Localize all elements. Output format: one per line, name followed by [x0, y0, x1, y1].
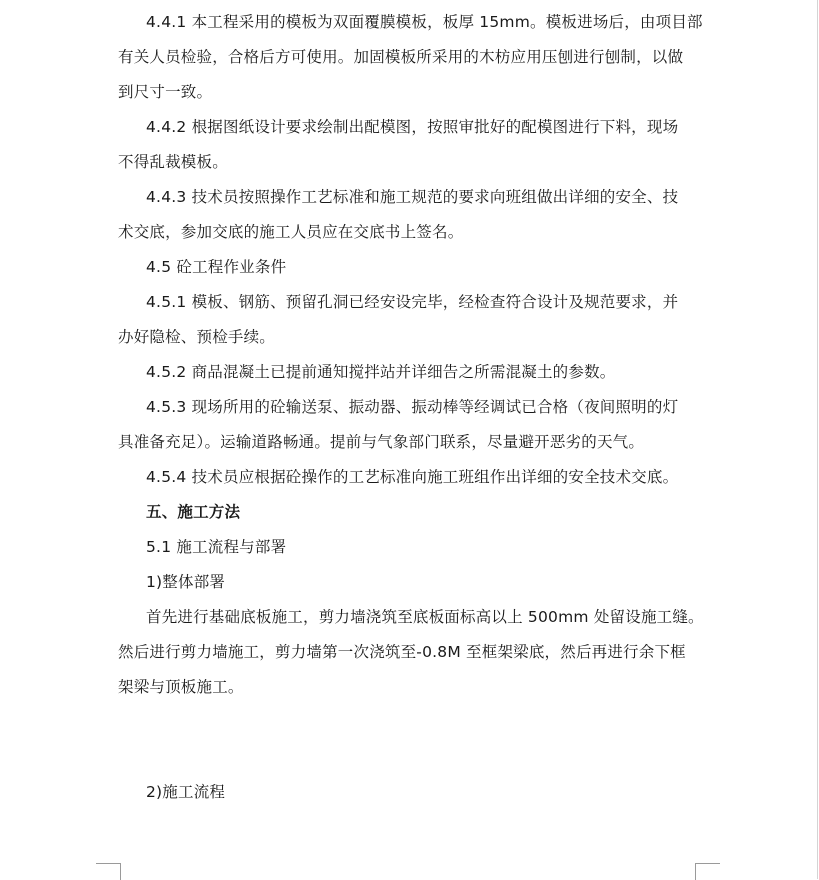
paragraph-4-4-1-line-2: 有关人员检验，合格后方可使用。加固模板所采用的木枋应用压刨进行刨制，以做	[118, 48, 684, 66]
paragraph-5-1-1-line-2: 然后进行剪力墙施工，剪力墙第一次浇筑至-0.8M 至框架梁底，然后再进行余下框	[118, 643, 686, 661]
page-corner-mark-right	[695, 863, 720, 880]
paragraph-5-1-1-line-3: 架梁与顶板施工。	[118, 678, 244, 696]
section-heading-5: 五、施工方法	[146, 503, 241, 521]
paragraph-4-4-2-line-1: 4.4.2 根据图纸设计要求绘制出配模图，按照审批好的配模图进行下料，现场	[146, 118, 679, 136]
paragraph-4-4-1-line-1: 4.4.1 本工程采用的模板为双面覆膜模板，板厚 15mm。模板进场后，由项目部	[146, 13, 703, 31]
paragraph-4-4-1-line-3: 到尺寸一致。	[118, 83, 213, 101]
paragraph-4-4-3-line-1: 4.4.3 技术员按照操作工艺标准和施工规范的要求向班组做出详细的安全、技	[146, 188, 679, 206]
paragraph-4-4-2-line-2: 不得乱裁模板。	[118, 153, 228, 171]
heading-4-5: 4.5 砼工程作业条件	[146, 258, 287, 276]
page-corner-mark-left	[96, 863, 121, 880]
paragraph-4-5-2: 4.5.2 商品混凝土已提前通知搅拌站并详细告之所需混凝土的参数。	[146, 363, 616, 381]
paragraph-4-5-1-line-2: 办好隐检、预检手续。	[118, 328, 276, 346]
paragraph-4-5-3-line-2: 具准备充足）。运输道路畅通。提前与气象部门联系，尽量避开恶劣的天气。	[118, 433, 645, 451]
paragraph-4-5-1-line-1: 4.5.1 模板、钢筋、预留孔洞已经安设完毕，经检查符合设计及规范要求，并	[146, 293, 679, 311]
heading-5-1: 5.1 施工流程与部署	[146, 538, 287, 556]
heading-5-1-item-2: 2)施工流程	[146, 783, 226, 801]
paragraph-4-4-3-line-2: 术交底，参加交底的施工人员应在交底书上签名。	[118, 223, 464, 241]
paragraph-4-5-4: 4.5.4 技术员应根据砼操作的工艺标准向施工班组作出详细的安全技术交底。	[146, 468, 679, 486]
paragraph-5-1-1-line-1: 首先进行基础底板施工，剪力墙浇筑至底板面标高以上 500mm 处留设施工缝。	[146, 608, 704, 626]
paragraph-4-5-3-line-1: 4.5.3 现场所用的砼输送泵、振动器、振动棒等经调试已合格（夜间照明的灯	[146, 398, 679, 416]
heading-5-1-item-1: 1)整体部署	[146, 573, 226, 591]
